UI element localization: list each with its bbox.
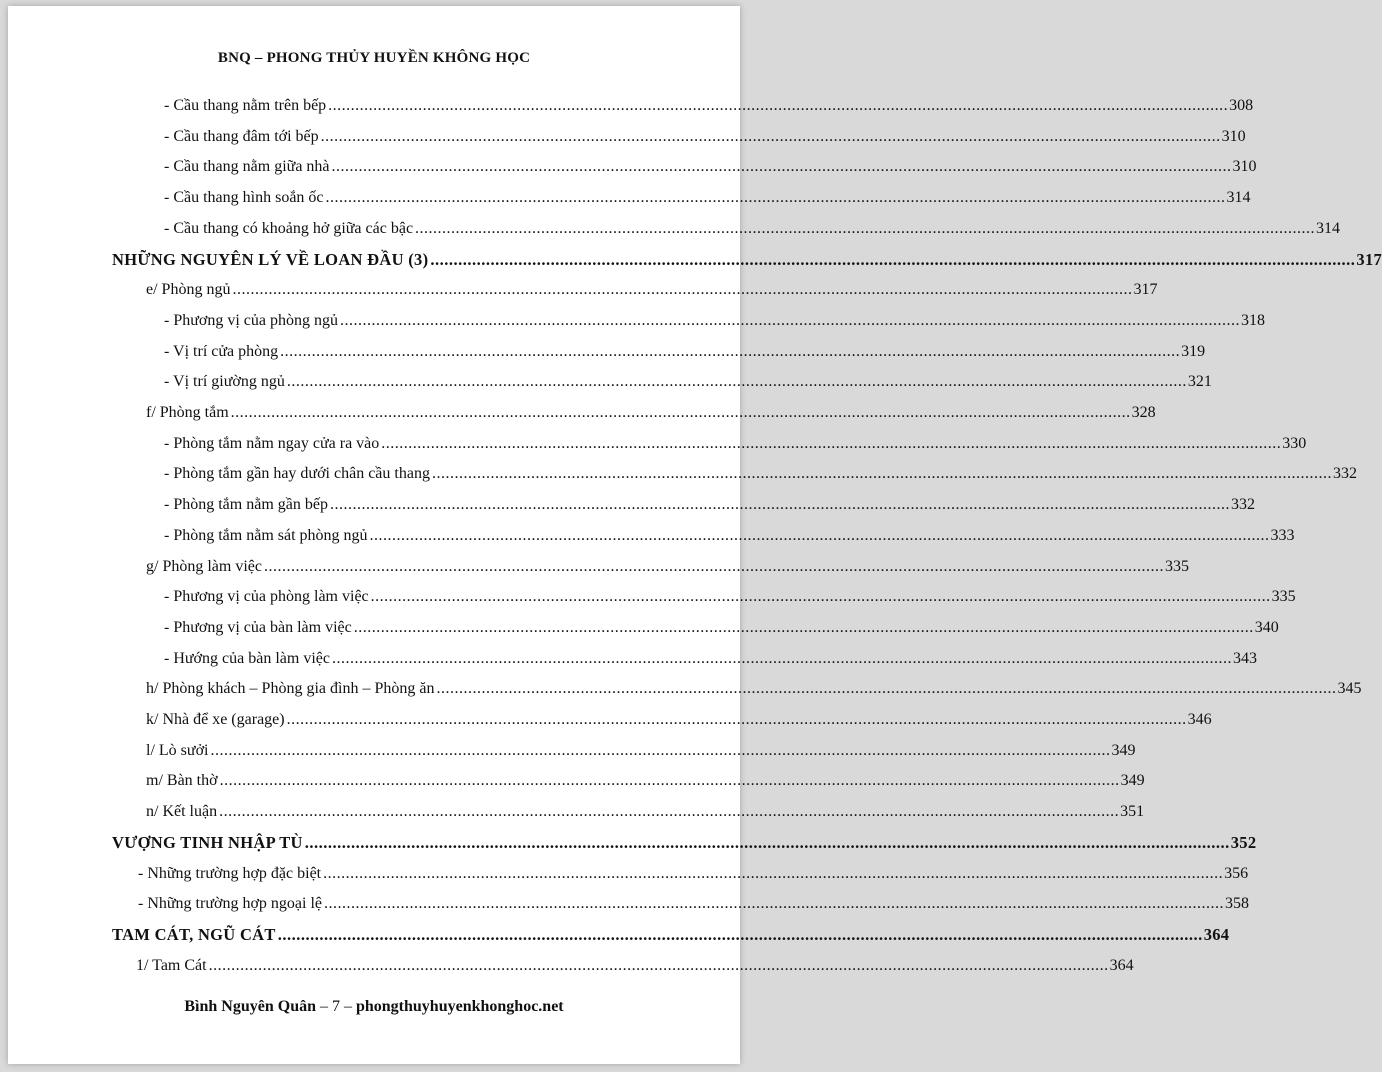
toc-page-number: 358 [1225, 895, 1250, 913]
toc-entry [164, 309, 1266, 331]
toc-leader-dots: ........................................................................................................................................................................................................ [263, 557, 1164, 575]
toc-leader-dots: ........................................................................................................................................................................................................ [280, 342, 1181, 360]
toc-leader-dots: ........................................................................................................................................................................................................ [328, 97, 1229, 114]
toc-entry [146, 769, 1145, 791]
toc-entry [164, 125, 1246, 147]
toc-leader-dots: ........................................................................................................................................................................................................ [304, 832, 1230, 852]
toc-page-number: 317 [1356, 249, 1382, 269]
toc-entry [146, 555, 1189, 577]
toc-entry-label: - Cầu thang đâm tới bếp [164, 127, 319, 145]
toc-entry [164, 616, 1279, 638]
footer-site: phongthuyhuyenkhonghoc.net [355, 998, 564, 1015]
toc-entry [146, 278, 1158, 300]
toc-entry-label: - Phương vị của bàn làm việc [164, 618, 352, 636]
toc-page-number: 352 [1230, 832, 1257, 852]
toc-entry-label: - Cầu thang hình soắn ốc [164, 189, 324, 207]
footer-author: Bình Nguyên Quân [184, 998, 316, 1015]
toc-entry-label: 1/ Tam Cát [136, 956, 207, 974]
toc-leader-dots: ........................................................................................................................................................................................................ [232, 281, 1133, 299]
toc-leader-dots: ........................................................................................................................................................................................................ [277, 924, 1203, 944]
toc-entry [164, 493, 1255, 515]
toc-page-number: 314 [1316, 219, 1341, 237]
toc-page-number: 345 [1337, 680, 1362, 698]
toc-leader-dots: ........................................................................................................................................................................................................ [370, 588, 1271, 606]
toc-entry [164, 462, 1357, 484]
toc-entry [136, 954, 1134, 976]
toc-entry-label: g/ Phòng làm việc [146, 557, 262, 575]
toc-leader-dots: ........................................................................................................................................................................................................ [219, 772, 1120, 790]
toc-entry-label: NHỮNG NGUYÊN LÝ VỀ LOAN ĐẦU (3) [112, 249, 429, 269]
toc-entry [164, 585, 1296, 607]
toc-leader-dots: ........................................................................................................................................................................................................ [286, 711, 1187, 728]
toc-page-number: 321 [1187, 373, 1212, 391]
toc-entry [164, 155, 1257, 177]
toc-leader-dots: ........................................................................................................................................................................................................ [329, 496, 1230, 514]
toc-entry [164, 94, 1254, 116]
toc-entry-label: - Phòng tắm nằm gần bếp [164, 496, 328, 514]
toc-entry [146, 677, 1362, 699]
toc-leader-dots: ........................................................................................................................................................................................................ [320, 127, 1221, 145]
toc-entry-label: VƯỢNG TINH NHẬP TÙ [112, 832, 303, 852]
toc-entry-label: TAM CÁT, NGŨ CÁT [112, 924, 276, 944]
toc-section-heading [112, 831, 1257, 853]
toc-leader-dots: ........................................................................................................................................................................................................ [430, 249, 1356, 269]
toc-entry-label: - Phương vị của phòng ngủ [164, 311, 339, 329]
toc-entry [164, 186, 1251, 208]
toc-leader-dots: ........................................................................................................................................................................................................ [324, 895, 1225, 913]
toc-leader-dots: ........................................................................................................................................................................................................ [219, 803, 1120, 821]
toc-entry [164, 370, 1212, 392]
footer-page-marker: – 7 – [319, 998, 352, 1015]
toc-page-number: 335 [1271, 588, 1296, 606]
toc-entry-label: m/ Bàn thờ [146, 772, 218, 790]
toc-leader-dots: ........................................................................................................................................................................................................ [325, 189, 1226, 207]
toc-entry [146, 739, 1136, 761]
document-page [8, 6, 1382, 1064]
toc-page-number: 343 [1232, 649, 1257, 667]
toc-entry [164, 217, 1341, 239]
toc-page-number: 308 [1229, 97, 1254, 114]
toc-page-number: 356 [1224, 864, 1249, 882]
toc-entry-label: - Phòng tắm nằm sát phòng ngủ [164, 526, 368, 544]
toc-entry-label: - Phòng tắm gần hay dưới chân cầu thang [164, 465, 430, 483]
toc-entry [146, 401, 1156, 423]
toc-page-number: 319 [1181, 342, 1206, 360]
toc-leader-dots: ........................................................................................................................................................................................................ [381, 434, 1282, 452]
toc-leader-dots: ........................................................................................................................................................................................................ [208, 956, 1109, 974]
toc-page-number: 364 [1203, 924, 1230, 944]
toc-page-number: 351 [1120, 803, 1145, 821]
toc-entry-label: e/ Phòng ngủ [146, 281, 231, 299]
toc-page-number: 332 [1230, 496, 1255, 514]
toc-page-number: 318 [1241, 311, 1266, 329]
toc-entry [164, 340, 1206, 362]
toc-entry-label: - Phòng tắm nằm ngay cửa ra vào [164, 434, 380, 452]
toc-page-number: 349 [1120, 772, 1145, 790]
toc-page-number: 364 [1109, 956, 1134, 974]
toc-page-number: 335 [1164, 557, 1189, 575]
page-footer [8, 998, 740, 1016]
toc-leader-dots: ........................................................................................................................................................................................................ [331, 649, 1232, 667]
toc-page-number: 310 [1221, 127, 1246, 145]
toc-entry-label: - Cầu thang có khoảng hở giữa các bậc [164, 219, 414, 237]
toc-leader-dots: ........................................................................................................................................................................................................ [436, 680, 1337, 698]
toc-leader-dots: ........................................................................................................................................................................................................ [323, 864, 1224, 882]
toc-leader-dots: ........................................................................................................................................................................................................ [353, 618, 1254, 636]
page-header: BNQ – PHONG THỦY HUYỀN KHÔNG HỌC [217, 50, 531, 66]
toc-entry [146, 800, 1145, 822]
toc-entry-label: n/ Kết luận [146, 803, 218, 821]
toc-entry-label: - Vị trí giường ngủ [164, 373, 285, 391]
toc-page-number: 314 [1226, 189, 1251, 207]
toc-entry-label: k/ Nhà để xe (garage) [146, 711, 285, 728]
toc-leader-dots: ........................................................................................................................................................................................................ [230, 404, 1131, 421]
toc-entry-label: - Phương vị của phòng làm việc [164, 588, 369, 606]
toc-leader-dots: ........................................................................................................................................................................................................ [369, 526, 1270, 544]
toc-page-number: 330 [1282, 434, 1307, 452]
toc-section-heading [112, 248, 1382, 270]
toc-entry-label: l/ Lò sưởi [146, 741, 209, 759]
toc-entry-label: h/ Phòng khách – Phòng gia đình – Phòng ăn [146, 680, 435, 698]
toc-page-number: 328 [1131, 404, 1156, 421]
toc-page-number: 346 [1187, 711, 1212, 728]
toc-entry-label: - Những trường hợp ngoại lệ [138, 895, 323, 913]
toc-entry-label: - Vị trí cửa phòng [164, 342, 279, 360]
toc-entry [146, 708, 1212, 730]
toc-entry-label: - Những trường hợp đặc biệt [138, 864, 322, 882]
toc-page-number: 310 [1232, 158, 1257, 176]
toc-entry [138, 862, 1249, 884]
toc-entry [164, 524, 1295, 546]
toc-page-number: 317 [1133, 281, 1158, 299]
toc-leader-dots: ........................................................................................................................................................................................................ [331, 158, 1232, 176]
toc-entry-label: - Hướng của bàn làm việc [164, 649, 330, 667]
toc-entry-label: - Cầu thang nằm trên bếp [164, 97, 327, 114]
toc-entry [164, 647, 1257, 669]
toc-page-number: 340 [1254, 618, 1279, 636]
toc-entry-label: - Cầu thang nằm giữa nhà [164, 158, 330, 176]
toc-leader-dots: ........................................................................................................................................................................................................ [210, 741, 1111, 759]
toc-entry [164, 432, 1307, 454]
toc-entry-label: f/ Phòng tắm [146, 404, 229, 421]
toc-entry [138, 892, 1250, 914]
toc-page-number: 333 [1270, 526, 1295, 544]
toc-page-number: 332 [1332, 465, 1357, 483]
toc-leader-dots: ........................................................................................................................................................................................................ [415, 219, 1316, 237]
toc-leader-dots: ........................................................................................................................................................................................................ [340, 311, 1241, 329]
toc-leader-dots: ........................................................................................................................................................................................................ [286, 373, 1187, 391]
toc-page-number: 349 [1111, 741, 1136, 759]
toc-leader-dots: ........................................................................................................................................................................................................ [431, 465, 1332, 483]
toc-section-heading [112, 923, 1230, 945]
